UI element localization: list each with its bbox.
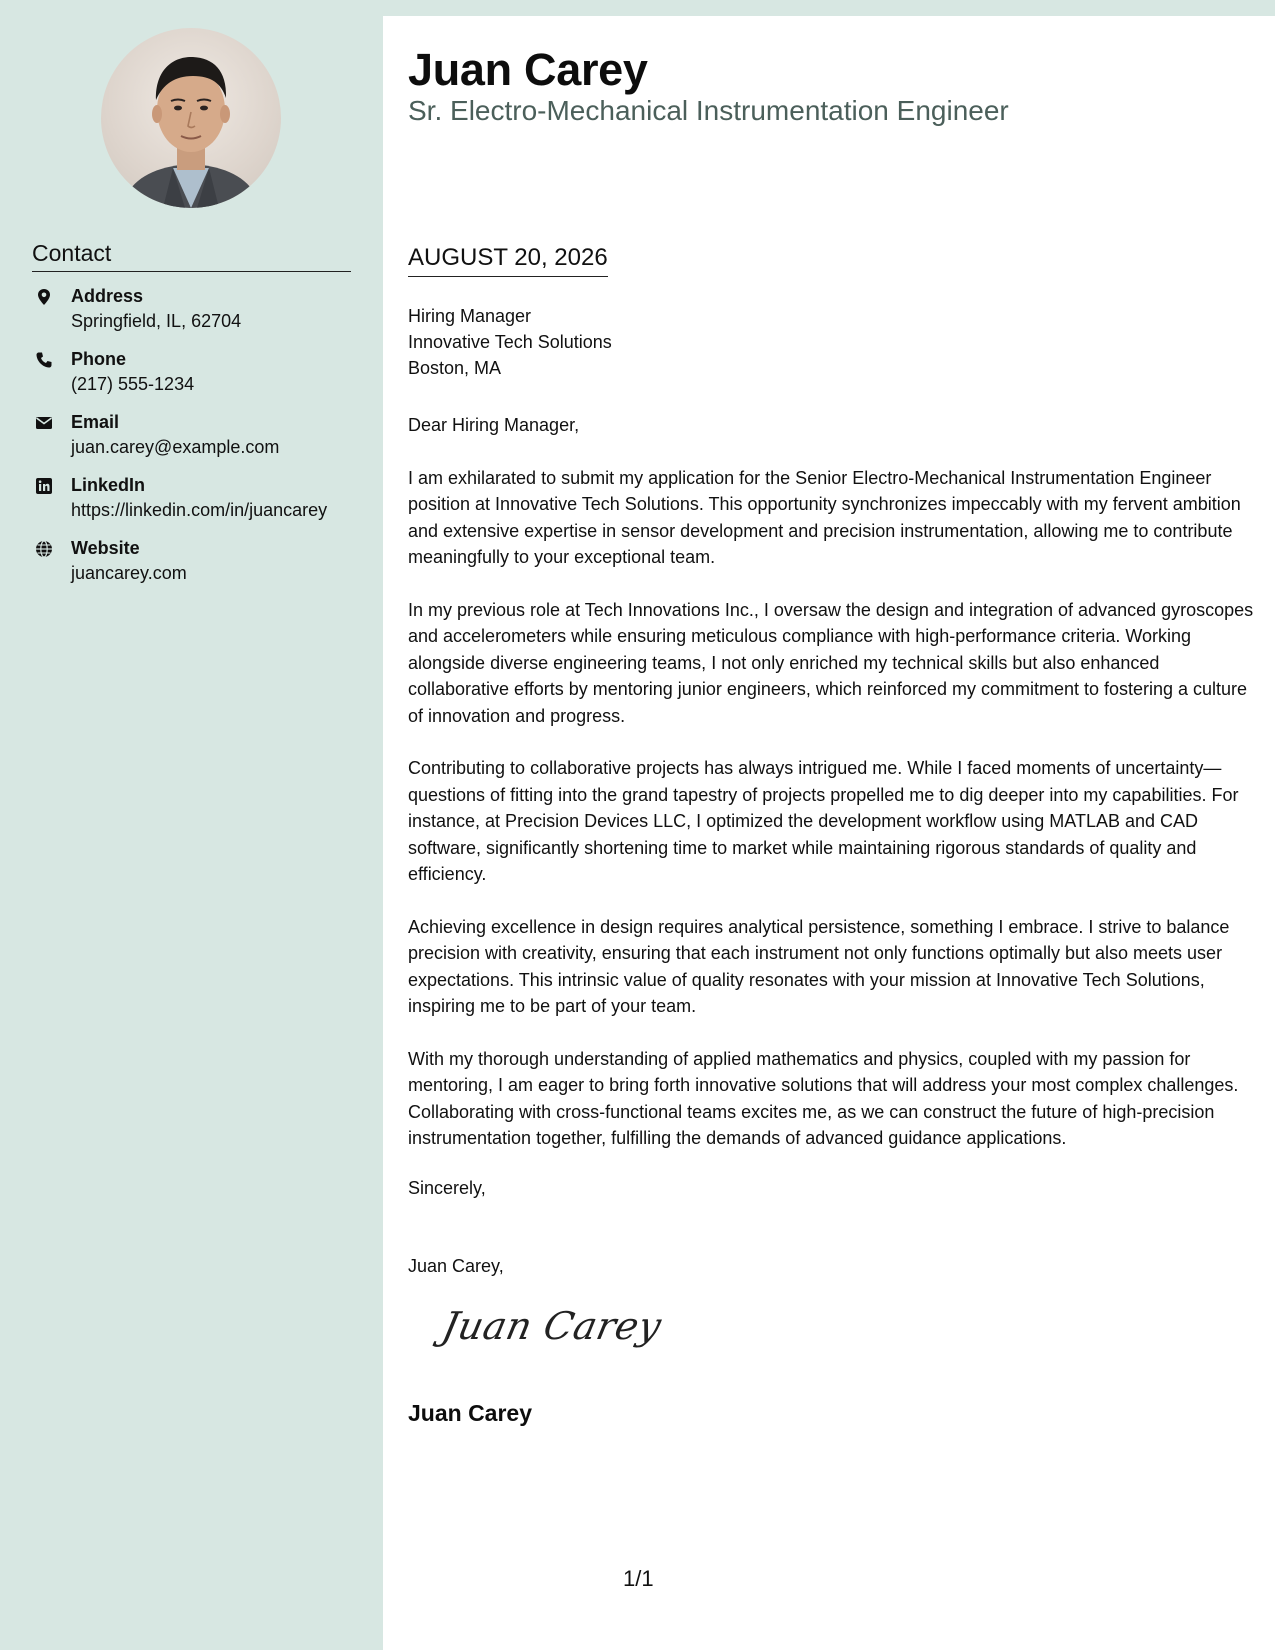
contact-heading: Contact [32, 240, 351, 272]
email-label: Email [71, 412, 120, 432]
signer-name: Juan Carey [408, 1400, 533, 1426]
recipient-block [408, 303, 612, 381]
phone-icon [35, 351, 53, 369]
letter-date: AUGUST 20, 2026 [408, 244, 608, 277]
job-title: Sr. Electro-Mechanical Instrumentation Engineer [408, 95, 1009, 126]
sidebar [0, 0, 383, 1650]
paragraph-1: I am exhilarated to submit my application for the Senior Electro-Mechanical Instrumentation Engineer position at Innovative Tech Solutions. This opportunity synchronizes impeccably with my fervent ambition and extensive expertise in sensor development and precision instrumentation, allowing me to contribute meaningfully to your exceptional team. [408, 467, 1241, 567]
handwritten-signature: Juan Carey [438, 1304, 666, 1348]
avatar [101, 28, 281, 208]
linkedin-icon [35, 477, 53, 495]
paragraph-2: In my previous role at Tech Innovations Inc., I oversaw the design and integration of advanced gyroscopes and accelerometers while ensuring meticulous compliance with high-performance criteria. Working alongside diverse engineering teams, I not only enriched my technical skills but also enhanced collaborative efforts by mentoring junior engineers, which reinforced my commitment to fostering a culture of innovation and progress. [408, 599, 1254, 726]
recipient-company: Innovative Tech Solutions [408, 332, 612, 352]
recipient-location: Boston, MA [408, 358, 502, 378]
page-number: 1/1 [623, 1566, 654, 1591]
linkedin-label: LinkedIn [71, 475, 146, 495]
map-pin-icon [35, 288, 53, 306]
closing: Sincerely, [408, 1178, 486, 1198]
contact-item-phone [32, 347, 362, 410]
address-label: Address [71, 286, 144, 306]
website-label: Website [71, 538, 140, 558]
email-link[interactable]: juan.carey@example.com [71, 437, 280, 457]
applicant-name: Juan Carey [408, 44, 648, 95]
letter-body [408, 412, 1258, 1178]
signer-line: Juan Carey, [408, 1256, 504, 1276]
envelope-icon [35, 414, 53, 432]
linkedin-link[interactable]: https://linkedin.com/in/juancarey [71, 500, 328, 520]
phone-label: Phone [71, 349, 127, 369]
paragraph-4: Achieving excellence in design requires analytical persistence, something I embrace. I strive to balance precision with creativity, ensuring that each instrument not only functions optimally but also meets user expectations. This intrinsic value of quality resonates with your mission at Innovative Tech Solutions, inspiring me to be part of your team. [408, 916, 1230, 1016]
address-value: Springfield, IL, 62704 [71, 311, 242, 331]
contact-item-linkedin [32, 473, 362, 536]
website-link[interactable]: juancarey.com [71, 563, 187, 583]
letter-page [383, 16, 1275, 1650]
contact-item-email [32, 410, 362, 473]
paragraph-3: Contributing to collaborative projects has always intrigued me. While I faced moments of uncertainty—questions of fitting into the grand tapestry of projects propelled me to dig deeper into my capabilities. For instance, at Precision Devices LLC, I optimized the development workflow using MATLAB and CAD software, significantly shortening time to market while maintaining rigorous standards of quality and efficiency. [408, 758, 1239, 884]
contact-list [32, 284, 362, 599]
globe-icon [35, 540, 53, 558]
paragraph-5: With my thorough understanding of applied mathematics and physics, coupled with my passion for mentoring, I am eager to bring forth innovative solutions that will address your most complex challenges. Collaborating with cross-functional teams excites me, as we can construct the future of high-precision instrumentation together, fulfilling the demands of advanced guidance applications. [408, 1048, 1239, 1148]
recipient-name: Hiring Manager [408, 306, 532, 326]
phone-value: (217) 555-1234 [71, 374, 195, 394]
salutation: Dear Hiring Manager, [408, 415, 580, 435]
contact-item-website [32, 536, 362, 599]
contact-item-address [32, 284, 362, 347]
